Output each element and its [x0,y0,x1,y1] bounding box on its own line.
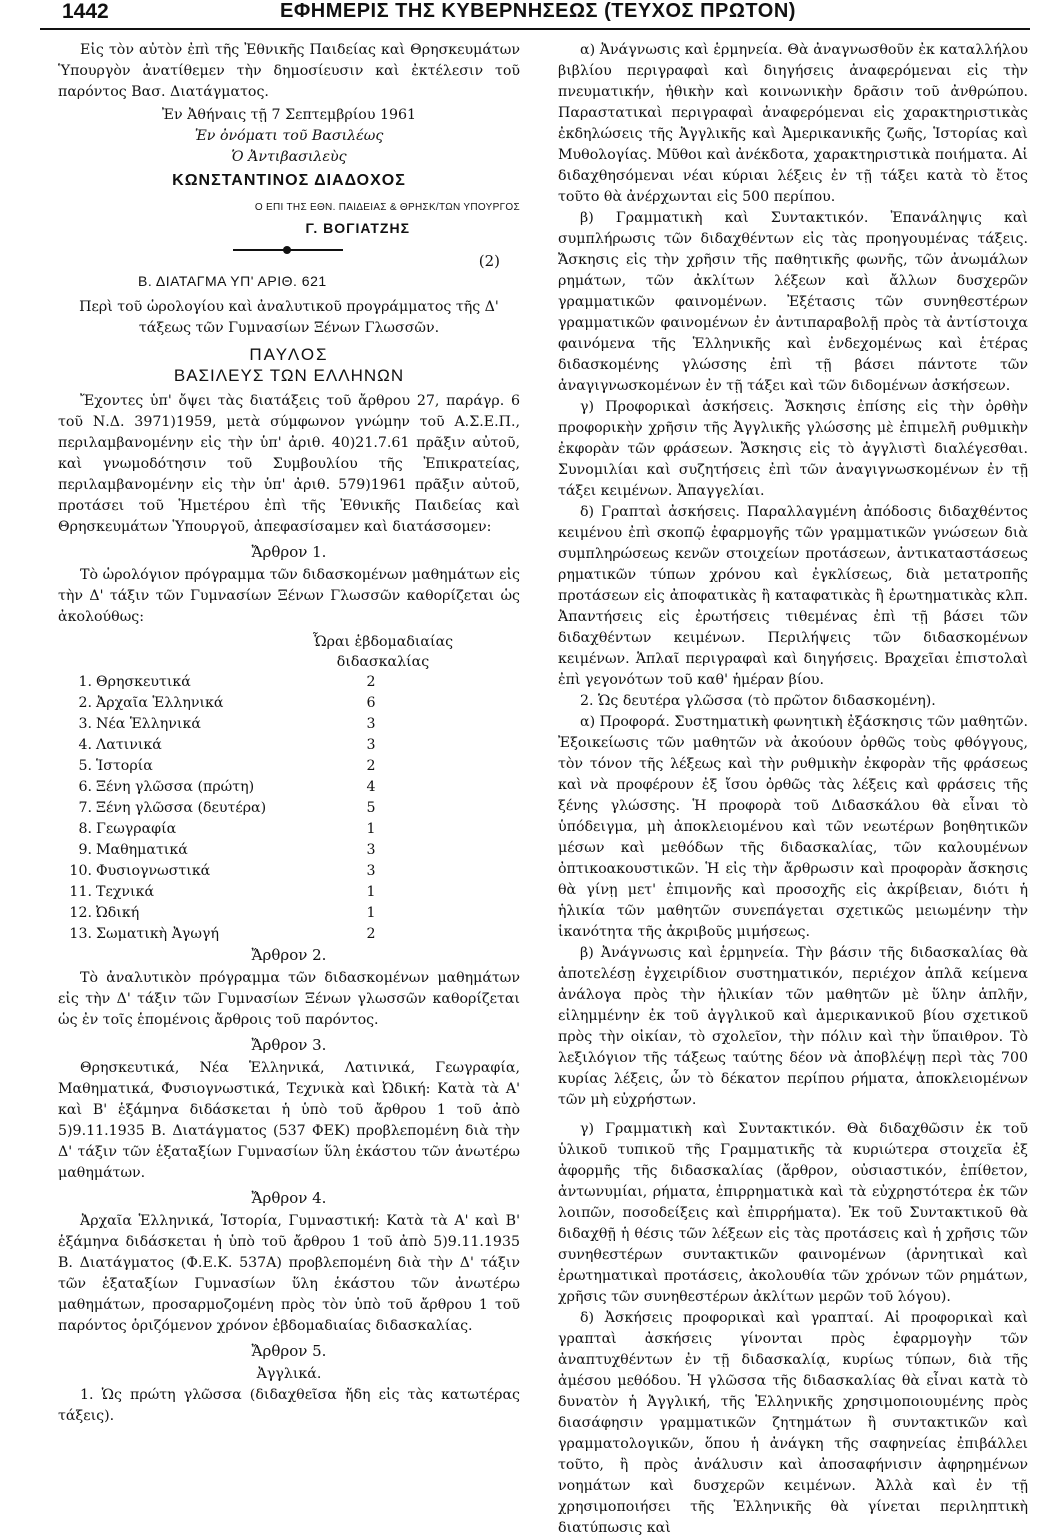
subject-hours: 1 [366,884,376,900]
subject-hours: 2 [366,674,376,690]
subject-number: 13. [69,926,92,942]
subject-hours: 3 [366,863,376,879]
subject-name: Ξένη γλῶσσα (δευτέρα) [96,800,267,816]
article-3-heading: Ἄρθρον 3. [251,1036,327,1054]
article-1-text: Τὸ ὡρολόγιον πρόγραμμα τῶν διδασκομένων μαθημάτων εἰς τὴν Δ' τάξιν τῶν Γυμνασίων Ξένων Γλωσσῶν καθορίζεται ὡς ἀκολούθως: [58,567,520,625]
subject-number: 12. [69,905,92,921]
article-5-heading: Ἄρθρον 5. [251,1342,327,1360]
article-3-text: Θρησκευτικά, Νέα Ἑλληνικά, Λατινικά, Γεωγραφία, Μαθηματικά, Φυσιογνωστικά, Τεχνικὰ καὶ Ὠδική: Κατὰ τὰ Α' καὶ Β' ἑξάμηνα διδάσκεται ἡ ὑπὸ τοῦ ἄρθρου 1 τοῦ ἀπὸ 5)9.11.1935 Β. Διατάγματος (537 ΦΕΚ) προβλεπομένη διὰ τὴν Δ' τάξιν τῶν ἑξαταξίων Γυμνασίων ὕλη ἑκάστου τῶν ἀνωτέρω μαθημάτων. [58,1060,520,1181]
table-row [66,777,386,798]
subject-name: Τεχνικά [96,884,155,900]
subject-number: 5. [78,758,92,774]
subject-name: Σωματικὴ Ἀγωγή [96,926,219,942]
table-row [66,840,386,861]
subject-number: 6. [78,779,92,795]
minister-name: Γ. ΒΟΓΙΑΤΖΗΣ [305,220,410,236]
decree-heading-row [58,251,520,289]
subject-number: 10. [69,863,92,879]
table-row [66,903,386,924]
table-row [66,735,386,756]
subject-hours: 4 [366,779,376,795]
table-row [66,819,386,840]
subject-number: 8. [78,821,92,837]
subject-name: Φυσιογνωστικά [96,863,211,879]
table-caption-teaching: διδασκαλίας [336,654,430,670]
issue-number: (2) [478,252,500,270]
page-header [40,0,1030,30]
page-number: 1442 [62,0,109,23]
left-column [58,40,520,1427]
table-row [66,924,386,945]
para-c-oral: γ) Προφορικαὶ ἀσκήσεις. Ἄσκησις ἐπίσης εἰς τὴν ὀρθὴν προφορικὴν χρῆσιν τῆς Ἀγγλικῆς γλώσσης μὲ ἐπιμελῆ ρυθμικὴν ἐκφορὰν τῶν φράσεων. Ἄσκησις εἰς τὸ ἀγγλιστὶ διαλέγεσθαι. Συνομιλίαι καὶ συζητήσεις ἐπὶ τῶν ἀναγιγνωσκομένων ἐν τῇ τάξει κειμένων. Ἀπαγγελίαι. [558,399,1028,499]
table-row [66,714,386,735]
article-2-heading: Ἄρθρον 2. [251,946,327,964]
minister-title: Ο ΕΠΙ ΤΗΣ ΕΘΝ. ΠΑΙΔΕΙΑΣ & ΘΡΗΣΚ/ΤΩΝ ΥΠΟΥΡΓΟΣ [254,202,520,213]
subject-hours: 2 [366,926,376,942]
para-a-reading: α) Ἀνάγνωσις καὶ ἑρμηνεία. Θὰ ἀναγνωσθοῦν ἐκ καταλλήλου βιβλίου περιγραφαὶ καὶ διηγήσεις ἀναφερόμεναι εἰς τὴν πνευματικήν, ἠθικὴν καὶ κοινωνικὴν δρᾶσιν τοῦ ἀνθρώπου. Παραστατικαὶ περιγραφαὶ ἀναφερόμεναι εἰς χαρακτηριστικὰς ἐκδηλώσεις τῆς Ἀγγλικῆς καὶ Ἀμερικανικῆς ζωῆς, Ἱστορίας καὶ Μυθολογίας. Μῦθοι καὶ ἀνέκδοτα, χαρακτηριστικὰ ποιήματα. Αἱ διδαχθησόμεναι νέαι κύριαι λέξεις ἐν τῇ τάξει κατὰ τὸ ἔτος τοῦτο θὰ ἀνέρχωνται εἰς 500 περίπου. [558,42,1028,205]
table-row [66,882,386,903]
subject-name: Νέα Ἑλληνικά [96,716,201,732]
dateline: Ἐν Ἀθήναις τῇ 7 Σεπτεμβρίου 1961 [161,107,417,123]
king-title: ΒΑΣΙΛΕΥΣ ΤΩΝ ΕΛΛΗΝΩΝ [173,366,405,385]
table-row [66,798,386,819]
regent-name: ΚΩΝΣΤΑΝΤΙΝΟΣ ΔΙΑΔΟΧΟΣ [172,172,406,189]
table-row [66,861,386,882]
para-c-grammar: γ) Γραμματικὴ καὶ Συντακτικόν. Θὰ διδαχθῶσιν ἐκ τοῦ ὑλικοῦ τυπικοῦ τῆς Γραμματικῆς τὰ κυριώτερα στοιχεῖα ἐξ ἀφορμῆς τῆς διδασκαλίας (ἄρθρον, οὐσιαστικόν, ἐπίθετον, ἀντωνυμίαι, ρήματα, ἐπιρρηματικὰ καὶ τὰ εὐχρηστότερα ἐκ τῶν λοιπῶν, ποσοδείξεις καὶ ἐπιρρήματα). Ἐκ τοῦ Συντακτικοῦ θὰ διδαχθῇ ἡ θέσις τῶν λέξεων εἰς τὰς προτάσεις καὶ ἡ χρῆσις τῶν συνηθεστέρων συντακτικῶν φαινομένων (ἀρνητικαὶ καὶ ἐρωτηματικαὶ προτάσεις, ἀκολουθία τῶν χρόνων τῶν ρημάτων, χρῆσις τῶν συνηθεστέρων ἀκλίτων μερῶν τοῦ λόγου). [558,1121,1028,1305]
subject-hours: 1 [366,821,376,837]
subject-name: Ὠδική [96,905,140,921]
subject-number: 9. [78,842,92,858]
decree-subject: Περὶ τοῦ ὡρολογίου καὶ ἀναλυτικοῦ προγράμματος τῆς Δ' τάξεως τῶν Γυμνασίων Ξένων Γλωσσῶν. [79,299,499,336]
regent-label: Ὁ Ἀντιβασιλεὺς [231,149,347,165]
preamble: Ἔχοντες ὑπ' ὄψει τὰς διατάξεις τοῦ ἄρθρου 27, παράγρ. 6 τοῦ Ν.Δ. 3971)1959, μετὰ σύμφωνον γνώμην τοῦ Α.Σ.Ε.Π., περιλαμβανομένην εἰς τὴν ὑπ' ἀριθ. 40)21.7.61 πρᾶξιν αὐτοῦ, καὶ γνωμοδότησιν τοῦ Συμβουλίου τῆς Ἐπικρατείας, περιλαμβανομένην εἰς τὴν ὑπ' ἀριθ. 579)1961 πρᾶξιν αὐτοῦ, προτάσει τοῦ Ἡμετέρου ἐπὶ τῆς Ἐθνικῆς Παιδείας καὶ Θρησκευμάτων Ὑπουργοῦ, ἀπεφασίσαμεν καὶ διατάσσομεν: [58,393,520,535]
article-5-first-language: 1. Ὡς πρώτη γλῶσσα (διδαχθεῖσα ἤδη εἰς τὰς κατωτέρας τάξεις). [58,1387,520,1424]
subject-number: 11. [69,884,92,900]
table-row [66,756,386,777]
article-4-heading: Ἄρθρον 4. [251,1189,327,1207]
article-2-text: Τὸ ἀναλυτικὸν πρόγραμμα τῶν διδασκομένων μαθημάτων εἰς τὴν Δ' τάξιν τῶν Γυμνασίων Ξένων γλωσσῶν καθορίζεται ὡς ἐν τοῖς ἑπομένοις ἄρθροις τοῦ παρόντος. [58,970,520,1028]
subjects-hours-table [66,672,386,945]
subject-number: 7. [78,800,92,816]
subject-hours: 2 [366,758,376,774]
para-d-exercises: δ) Ἀσκήσεις προφορικαὶ καὶ γραπταί. Αἱ προφορικαὶ καὶ γραπταὶ ἀσκήσεις γίνονται πρὸς ἐφαρμογὴν τῶν ἀναπτυχθέντων ἐν τῇ διδασκαλίᾳ, κυρίως τύπων, διὰ τῆς ἀμέσου μεθόδου. Ἡ γλῶσσα τῆς διδασκαλίας θὰ εἶναι κατὰ τὸ δυνατὸν ἡ Ἀγγλική, τῆς Ἑλληνικῆς χρησιμοποιουμένης πρὸς διασάφησιν γραμματικῶν ζητημάτων ἢ συντακτικῶν καὶ γραμματολογικῶν, ὅπου ἡ ἀνάγκη τῆς σαφηνείας ἐπιβάλλει τοῦτο, ἢ πρὸς ἀνάλυσιν καὶ ἀποσαφήνισιν ἀφηρημένων νοημάτων καὶ δυσχερῶν κειμένων. Ἀλλὰ καὶ ἐν τῇ χρησιμοποιήσει τῆς Ἑλληνικῆς θὰ γίνεται περιληπτικὴ διατύπωσις καὶ [558,1310,1028,1536]
table-caption-hours: Ὧραι ἑβδομαδιαίας [312,634,454,650]
para-b-grammar: β) Γραμματικὴ καὶ Συντακτικόν. Ἐπανάληψις καὶ συμπλήρωσις τῶν διδαχθέντων εἰς τὰς προηγουμένας τάξεις. Ἄσκησις εἰς τὴν χρῆσιν τῆς παθητικῆς φωνῆς, τῶν ἀνωμάλων ρημάτων, τῶν ἀκλίτων λέξεων καὶ ἄλλων δυσχερῶν γραμματικῶν φαινομένων. Ἐξέτασις τῶν συνηθεστέρων γραμματικῶν φαινομένων ἐν ἀντιπαραβολῇ πρὸς τὰ ἀντίστοιχα φαινόμενα τῆς Ἑλληνικῆς καὶ ἐνδεχομένως καὶ ἑτέρας διδασκομένης γλώσσης ἐπὶ τῇ βάσει πάντοτε τῶν ἀναγιγνωσκομένων ἐν τῇ τάξει καὶ τῶν διδομένων ἀσκήσεων. [558,210,1028,394]
table-row [66,693,386,714]
right-column [558,40,1028,1539]
subject-name: Θρησκευτικά [96,674,191,690]
running-title: ΕΦΗΜΕΡΙΣ ΤΗΣ ΚΥΒΕΡΝΗΣΕΩΣ (ΤΕΥΧΟΣ ΠΡΩΤΟΝ) [280,0,796,22]
subject-hours: 3 [366,716,376,732]
subject-hours: 3 [366,737,376,753]
subject-name: Ἀρχαῖα Ἑλληνικά [96,695,224,711]
subject-hours: 3 [366,842,376,858]
subject-name: Ἱστορία [96,758,153,774]
subject-number: 1. [78,674,92,690]
king-name: ΠΑΥΛΟΣ [249,345,329,364]
table-row [66,672,386,693]
article-1-heading: Ἄρθρον 1. [251,543,327,561]
subject-name: Ξένη γλῶσσα (πρώτη) [96,779,255,795]
subject-hours: 1 [366,905,376,921]
subject-number: 2. [78,695,92,711]
second-language-heading: 2. Ὡς δευτέρα γλῶσσα (τὸ πρῶτον διδασκομένη). [580,693,936,709]
subject-name: Λατινικά [96,737,162,753]
subject-number: 3. [78,716,92,732]
article-4-text: Ἀρχαῖα Ἑλληνικά, Ἱστορία, Γυμναστική: Κατὰ τὰ Α' καὶ Β' ἑξάμηνα διδάσκεται ἡ ὑπὸ τοῦ ἄρθρου 1 τοῦ ἀπὸ 5)9.11.1935 Β. Διατάγματος (Φ.Ε.Κ. 537Α) προβλεπομένη διὰ τὴν Δ' τάξιν τῶν ἑξαταξίων Γυμνασίων ὕλη ἑκάστου τῶν ἀνωτέρω μαθημάτων, προσαρμοζομένη πρὸς τὸν ὑπὸ τοῦ ἄρθρου 1 τοῦ παρόντος ὁριζόμενον χρόνον ἑβδομαδιαίας διδασκαλίας. [58,1213,520,1334]
article-5-subheading: Ἀγγλικά. [256,1366,322,1382]
subject-number: 4. [78,737,92,753]
subject-name: Μαθηματικά [96,842,188,858]
subject-hours: 5 [366,800,376,816]
para-b-reading: β) Ἀνάγνωσις καὶ ἑρμηνεία. Τὴν βάσιν τῆς διδασκαλίας θὰ ἀποτελέσῃ ἐγχειρίδιον συστηματικόν, περιέχον ἁπλᾶ κείμενα ἀνάλογα πρὸς τὴν ἡλικίαν τῶν μαθητῶν μὲ ὕλην ἁπλῆν, εἰλημμένην ἐκ τοῦ ἀγγλικοῦ καὶ ἀμερικανικοῦ βίου σχετικοῦ πρὸς τὴν οἰκίαν, τὸ σχολεῖον, τὴν πόλιν καὶ τὴν ὕπαιθρον. Τὸ λεξιλόγιον τῆς τάξεως ταύτης δέον νὰ ἀποβλέψῃ περὶ τὰς 700 κυρίας λέξεις, ὧν τὸ δέκατον περίπου ρήματα, ἀποκλειομένων τῶν μὴ εὐχρήστων. [558,945,1028,1108]
subject-hours: 6 [366,695,376,711]
subject-name: Γεωγραφία [96,821,177,837]
in-name-line: Ἐν ὀνόματι τοῦ Βασιλέως [194,128,384,144]
para-d-written: δ) Γραπταὶ ἀσκήσεις. Παραλλαγμένη ἀπόδοσις διδαχθέντος κειμένου ἐπὶ σκοπῷ ἐφαρμογῆς τῶν γραμματικῶν γνώσεων διὰ συμπληρώσεως κενῶν στοιχείων προτάσεων, ἀντικαταστάσεως ρηματικῶν τύπων χρόνου καὶ ἐγκλίσεως, διὰ μετατροπῆς προτάσεων εἰς ἀποφατικὰς ἢ καταφατικὰς ἢ ἐρωτηματικὰς κλπ. Ἀπαντήσεις εἰς ἐρωτήσεις τιθεμένας ἐπὶ τῇ βάσει τῶν διδαχθέντων κειμένων. Περιλήψεις τῶν διδασκομένων κειμένων. Ἁπλαῖ περιγραφαὶ καὶ διηγήσεις. Βραχεῖαι ἐπιστολαὶ ἐπὶ γεγονότων τοῦ καθ' ἡμέραν βίου. [558,504,1028,688]
closing-clause: Εἰς τὸν αὐτὸν ἐπὶ τῆς Ἐθνικῆς Παιδείας καὶ Θρησκευμάτων Ὑπουργὸν ἀνατίθεμεν τὴν δημοσίευσιν καὶ ἐκτέλεσιν τοῦ παρόντος Βασ. Διατάγματος. [58,42,520,100]
decree-heading: Β. ΔΙΑΤΑΓΜΑ ΥΠ' ΑΡΙΘ. 621 [138,273,327,289]
para-a-pronunciation: α) Προφορά. Συστηματικὴ φωνητικὴ ἐξάσκησις τῶν μαθητῶν. Ἐξοικείωσις τῶν μαθητῶν νὰ ἀκούουν ὀρθῶς τοὺς φθόγγους, τὸν τόνον τῆς λέξεως καὶ τὴν ρυθμικὴν ἐκφορὰν τῆς φράσεως καὶ νὰ προφέρουν ἐξ ἴσου ὀρθῶς τὰς λέξεις καὶ φράσεις τῆς ξένης γλώσσης. Ἡ προφορὰ τοῦ Διδασκάλου θὰ εἶναι τὸ ὑπόδειγμα, μὴ ἀποκλειομένου καὶ τῶν νεωτέρων βοηθητικῶν μέσων καὶ μεθόδων τῆς διδασκαλίας, τῶν καλουμένων ὀπτικοακουστικῶν. Ἡ εἰς τὴν ἄρθρωσιν καὶ προφορὰν ἄσκησις θὰ γίνῃ μετ' ἐπιμονῆς καὶ προσοχῆς εἰς ἀκρίβειαν, διότι ἡ ἡλικία τῶν μαθητῶν συνεπάγεται σχετικῶς μειωμένην τὴν ἱκανότητα τῆς ἀκριβοῦς μιμήσεως. [558,714,1028,940]
